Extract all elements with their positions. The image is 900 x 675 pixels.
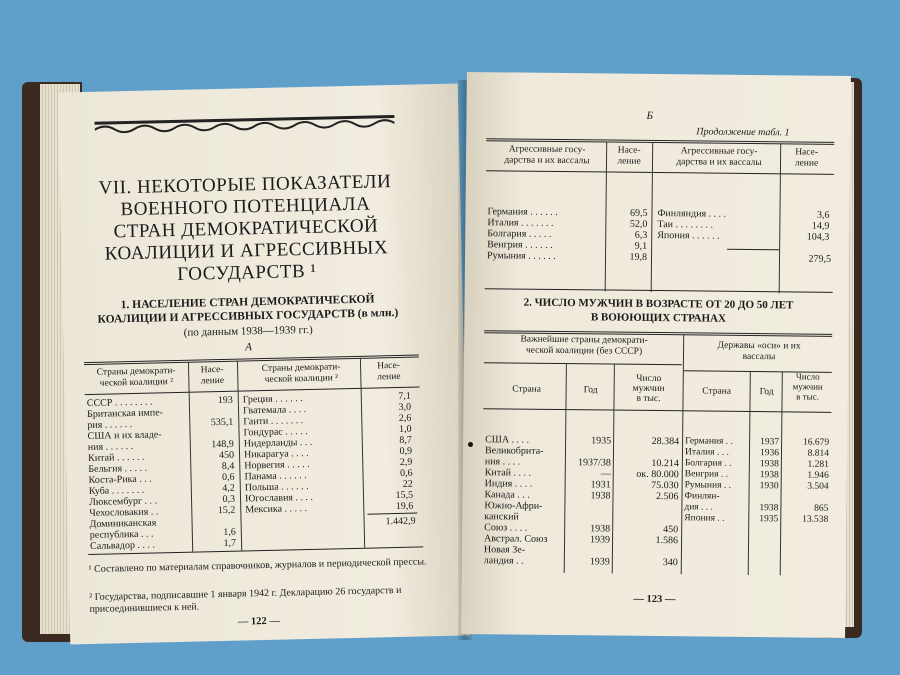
group-header-coalition: Важнейшие страны демократи- ческой коалиции (без СССР)	[520, 334, 648, 357]
column-divider	[360, 358, 365, 548]
table-2-header-rule	[483, 408, 831, 413]
population-row-value: 7,1	[398, 390, 411, 402]
population-row-country: Гватемала . . . .	[242, 404, 307, 417]
axis-row-men: 1.281	[807, 459, 829, 470]
population-row-country: Нидерланды . . .	[243, 436, 313, 450]
chapter-title-line: ГОСУДАРСТВ ¹	[177, 260, 317, 285]
population-row-country: Британская импе-	[86, 407, 164, 421]
coalition-row-men: 10.214	[651, 457, 679, 470]
population-row-country: Куба . . . . . . .	[88, 484, 145, 498]
population-row-value: 15,2	[217, 504, 236, 517]
population-row-value: 22	[402, 478, 413, 490]
population-row-country: ния . . . . . .	[87, 440, 134, 454]
coalition-row-men: 28.384	[651, 435, 680, 448]
aggressor-row-country: Финляндия . . . .	[657, 208, 727, 220]
chapter-title	[58, 84, 458, 285]
population-row-country: СССР . . . . . . . .	[86, 396, 153, 410]
aggressor-row-country: Болгария . . . . .	[487, 228, 552, 240]
subheader-men-2: Число мужчин в тыс.	[792, 371, 823, 402]
chapter-title-line: КОАЛИЦИИ И АГРЕССИВНЫХ	[104, 237, 389, 265]
coalition-row-country: Великобрита-	[484, 445, 544, 457]
axis-row-country: дия . . .	[684, 502, 714, 513]
chapter-title-line: ВОЕННОГО ПОТЕНЦИАЛА	[120, 193, 371, 221]
chapter-title-line: VII. НЕКОТОРЫЕ ПОКАЗАТЕЛИ	[98, 171, 392, 199]
population-row-value: 193	[217, 394, 233, 407]
header-countries-2: Страны демократи- ческой коалиции ²	[261, 362, 341, 385]
aggressor-row-country: Германия . . . . . .	[487, 206, 558, 218]
header-population-b2: Насе- ление	[794, 147, 819, 169]
coalition-row-men: 2.506	[655, 491, 679, 503]
header-population-b1: Насе- ление	[617, 145, 641, 167]
section-title-line-1: 1. НАСЕЛЕНИЕ СТРАН ДЕМОКРАТИЧЕСКОЙ	[120, 293, 375, 312]
population-row-country: рия . . . . . .	[87, 419, 133, 432]
population-row-value: 3,0	[398, 401, 412, 413]
axis-row-men: 8.814	[807, 448, 830, 459]
column-divider	[681, 334, 685, 574]
coalition-row-country: канский	[484, 511, 519, 523]
subheader-country: Страна	[512, 384, 542, 395]
coalition-row-country: США . . . .	[485, 434, 530, 446]
population-row-country: США и их владе-	[87, 429, 162, 443]
subheader-men: Число мужчин в тыс.	[632, 373, 665, 405]
aggressor-row-value: 69,5	[629, 207, 648, 219]
coalition-row-country: ния . . . .	[484, 456, 521, 468]
coalition-row-country: ландия . .	[483, 555, 524, 567]
coalition-row-year: 1938	[590, 523, 611, 535]
axis-row-year: 1938	[759, 470, 779, 481]
axis-row-year: 1936	[759, 448, 780, 459]
population-row-country: Никарагуа . . . .	[243, 448, 309, 461]
aggressor-row-country: Италия . . . . . . .	[487, 217, 554, 229]
population-row-value: 1,6	[223, 526, 236, 538]
axis-row-year: 1938	[759, 459, 779, 470]
axis-row-men: 13.538	[802, 514, 829, 525]
population-row-value: 450	[218, 449, 235, 462]
column-divider	[779, 143, 782, 293]
table-letter-b: Б	[646, 109, 654, 122]
axis-row-country: Италия . . .	[684, 447, 729, 458]
axis-row-country: Япония . .	[684, 513, 725, 524]
right-page	[461, 72, 851, 638]
aggressor-total: 279,5	[808, 253, 832, 265]
population-row-value: 0,9	[399, 445, 413, 457]
group-header-axis: Державы «оси» и их вассалы	[717, 340, 801, 363]
population-row-country: республика . . .	[89, 528, 154, 541]
table-b-bottom-rule	[485, 288, 833, 293]
coalition-row-year: 1938	[590, 490, 611, 502]
coalition-row-year: 1939	[590, 534, 611, 546]
population-row-value: 2,6	[398, 412, 412, 424]
axis-row-year: 1930	[759, 481, 779, 492]
coalition-row-men: ок. 80.000	[636, 468, 679, 481]
axis-row-year: 1937	[760, 437, 780, 448]
page-number-left: — 122 —	[237, 615, 280, 628]
population-row-value: 4,2	[222, 482, 235, 494]
aggressor-row-value: 52,0	[629, 218, 648, 230]
continuation-label: Продолжение табл. 1	[696, 126, 790, 139]
coalition-row-year: 1931	[590, 479, 611, 491]
section-title-line-2: КОАЛИЦИИ И АГРЕССИВНЫХ ГОСУДАРСТВ (в млн.)	[97, 306, 399, 326]
aggressor-row-country: Таи . . . . . . . .	[657, 219, 714, 231]
coalition-row-country: Канада . . .	[484, 489, 530, 501]
coalition-row-country: Китай . . . .	[484, 467, 532, 479]
population-total: 1.442,9	[385, 515, 416, 528]
population-row-country: Гаити . . . . . . .	[243, 415, 304, 428]
population-row-country: Гондурас . . . . .	[243, 426, 308, 439]
population-row-value: 1,0	[398, 423, 412, 435]
footnote-2: ² Государства, подписавшие 1 января 1942 г. Декларацию 26 государств и присоединившиеся к ней.	[89, 584, 402, 616]
coalition-row-country: Союз . . . .	[484, 522, 528, 534]
axis-row-country: Венгрия . .	[684, 469, 729, 480]
aggressor-row-country: Венгрия . . . . . .	[487, 239, 553, 251]
population-row-country: Коста-Рика . . .	[88, 473, 152, 487]
coalition-row-men: 1.586	[655, 535, 679, 547]
population-row-country: Китай . . . . . .	[87, 451, 145, 465]
aggressor-row-value: 9,1	[634, 240, 648, 252]
axis-row-country: Германия . .	[685, 436, 733, 447]
population-row-value: 8,7	[399, 434, 412, 446]
column-divider	[651, 142, 654, 292]
axis-row-year: 1935	[759, 514, 779, 525]
coalition-row-year: 1937/38	[578, 457, 611, 469]
axis-row-men: 3.504	[807, 481, 829, 492]
population-row-value: 0,6	[221, 471, 235, 483]
aggressor-total-rule	[727, 249, 779, 251]
population-row-value: 1,7	[223, 537, 237, 549]
aggressor-row-value: 14,9	[811, 220, 830, 232]
aggressor-row-country: Румыния . . . . . .	[486, 250, 556, 262]
population-row-value: 0,6	[399, 467, 413, 479]
page-number-right: — 123 —	[633, 593, 676, 606]
population-row-country: Чехословакия . .	[89, 506, 159, 519]
section-2-title-line-2: В ВОЮЮЩИХ СТРАНАХ	[590, 311, 726, 325]
aggressor-row-value: 104,3	[806, 231, 830, 243]
open-book	[22, 70, 862, 660]
coalition-row-men: 75.030	[651, 479, 679, 492]
coalition-row-country: Индия . . . .	[484, 478, 533, 490]
aggressor-row-value: 6,3	[634, 229, 648, 241]
axis-row-country: Финлян-	[684, 491, 720, 502]
coalition-row-year: 1935	[591, 435, 612, 447]
section-note: (по данным 1938—1939 гг.)	[183, 323, 313, 339]
population-row-country: Польша . . . . . .	[244, 481, 309, 494]
population-row-country: Сальвадор . . . .	[89, 539, 156, 552]
axis-row-country: Румыния . .	[684, 480, 732, 491]
axis-row-country: Болгария . .	[684, 458, 732, 469]
table-b-header-rule	[486, 170, 834, 175]
column-divider	[237, 361, 242, 551]
coalition-row-country: Новая Зе-	[483, 544, 526, 556]
section-2-title-line-1: 2. ЧИСЛО МУЖЧИН В ВОЗРАСТЕ ОТ 20 ДО 50 ЛЕТ	[523, 296, 794, 312]
header-aggressors-2: Агрессивные госу- дарства и их вассалы	[676, 146, 762, 169]
population-row-value: 535,1	[210, 416, 234, 429]
coalition-row-year: —	[600, 468, 611, 480]
population-row-value: 15,5	[395, 489, 414, 502]
chapter-title-line: СТРАН ДЕМОКРАТИЧЕСКОЙ	[113, 215, 379, 243]
population-row-value: 2,9	[399, 456, 413, 468]
population-row-value: 148,9	[211, 438, 234, 451]
subheader-country-2: Страна	[702, 386, 732, 397]
footnote-1: ¹ Составлено по материалам справочников, журналов и периодической прессы.	[88, 556, 427, 576]
decorative-ornament-icon	[94, 111, 394, 136]
population-row-country: Доминиканская	[89, 517, 157, 530]
table-letter: А	[245, 341, 253, 354]
aggressor-row-value: 3,6	[816, 209, 830, 221]
population-row-value: 0,3	[222, 493, 236, 505]
total-rule	[367, 513, 417, 515]
header-population-1: Насе- ление	[200, 364, 225, 387]
coalition-row-men	[614, 513, 678, 514]
header-aggressors-1: Агрессивные госу- дарства и их вассалы	[504, 144, 590, 167]
population-row-country: Бельгия . . . . .	[88, 462, 148, 476]
axis-row-men: 1.946	[807, 470, 829, 481]
group-header-rule	[484, 362, 682, 365]
coalition-row-country: Южно-Афри-	[484, 500, 543, 512]
population-row-country: Норвегия . . . . .	[244, 458, 310, 472]
axis-row-year: 1938	[759, 503, 779, 514]
aggressor-row-value: 19,8	[629, 251, 648, 263]
coalition-row-year: 1939	[589, 556, 610, 568]
population-row-country: Люксембург . . .	[88, 495, 158, 509]
aggressor-row-country: Япония . . . . . .	[657, 230, 720, 242]
coalition-row-men: 450	[663, 524, 679, 536]
population-row-country: Мексика . . . . .	[245, 503, 308, 516]
coalition-row-country: Австрал. Союз	[484, 533, 548, 545]
axis-row-men: 16.679	[802, 437, 830, 448]
header-countries-1: Страны демократи- ческой коалиции ²	[96, 366, 176, 389]
population-row-country: Греция . . . . . .	[242, 393, 303, 406]
subheader-year-2: Год	[759, 387, 774, 398]
population-row-value: 8,4	[221, 460, 235, 472]
left-page	[58, 84, 470, 645]
population-row-country: Панама . . . . . .	[244, 470, 307, 483]
coalition-row-men: 340	[662, 557, 678, 569]
header-population-2: Насе- ление	[377, 360, 401, 383]
population-row-value: 19,6	[395, 500, 414, 513]
population-row-country: Югославия . . . .	[244, 491, 314, 505]
binding-hole	[468, 442, 473, 447]
subheader-year: Год	[583, 385, 598, 396]
axis-row-men: 865	[814, 503, 829, 514]
